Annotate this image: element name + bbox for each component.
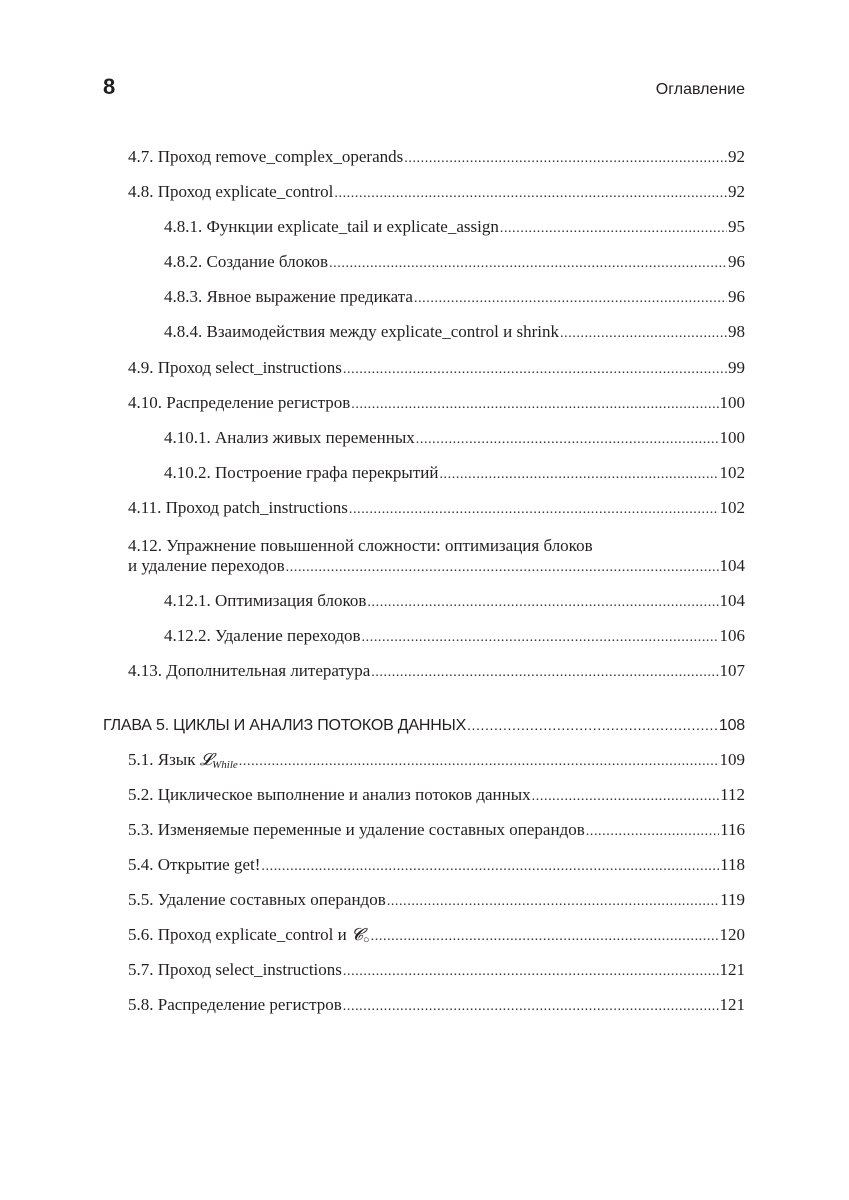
toc-entry-title: 4.8.4. Взаимодействия между explicate_control и shrink (164, 322, 559, 341)
toc-entry-page: 112 (720, 785, 745, 804)
language-symbol: 𝓒 (350, 925, 364, 945)
toc-entry-page: 92 (728, 147, 745, 166)
dot-leader (439, 464, 718, 486)
toc-entry-page: 99 (728, 358, 745, 377)
toc-entry-title: 5.8. Распределение регистров (128, 995, 342, 1014)
toc-entry-page: 119 (720, 890, 745, 909)
dot-leader (261, 856, 719, 878)
toc-entry-title-text: 5.1. Язык (128, 750, 200, 769)
toc-entry-page: 104 (719, 556, 745, 575)
toc-entry-page: 96 (728, 287, 745, 306)
toc-chapter-title: ГЛАВА 5. ЦИКЛЫ И АНАЛИЗ ПОТОКОВ ДАННЫХ (103, 717, 467, 734)
toc-chapter-5 (103, 714, 745, 737)
toc-entry-page: 108 (718, 717, 745, 734)
toc-entry-title (128, 749, 238, 776)
toc-entry-5-2 (128, 784, 745, 808)
dot-leader (404, 148, 727, 170)
toc-entry-4-8-1 (164, 216, 745, 240)
dot-leader (387, 891, 719, 913)
toc-entry-4-10-1 (164, 427, 745, 451)
toc-entry-title: 4.7. Проход remove_complex_operands (128, 147, 404, 166)
toc-entry-title: 4.9. Проход select_instructions (128, 358, 342, 377)
toc-entry-5-5 (128, 889, 745, 913)
toc-entry-4-8 (128, 181, 745, 205)
toc-entry-page: 120 (719, 925, 745, 944)
dot-leader (532, 786, 719, 808)
toc-entry-page: 96 (728, 252, 745, 271)
language-subscript: ○ (363, 934, 370, 946)
toc-entry-5-3 (128, 819, 745, 843)
toc-entry-page: 104 (719, 591, 745, 610)
toc-entry-page: 109 (719, 750, 745, 769)
toc-entry-5-7 (128, 959, 745, 983)
toc-entry-4-13 (128, 660, 745, 684)
toc-entry-page: 121 (719, 995, 745, 1014)
toc-entry-title: 4.8.1. Функции explicate_tail и explicate_assign (164, 217, 499, 236)
toc-entry-5-8 (128, 994, 745, 1018)
dot-leader (286, 557, 719, 579)
dot-leader (329, 253, 727, 275)
toc-entry-4-10 (128, 392, 745, 416)
toc-entry-4-11 (128, 497, 745, 521)
page-number: 8 (103, 74, 116, 99)
running-head: Оглавление (655, 81, 745, 98)
toc-entry-title (128, 924, 370, 951)
toc-entry-4-8-3 (164, 286, 745, 310)
toc-entry-4-8-2 (164, 251, 745, 275)
toc-entry-page: 98 (728, 322, 745, 341)
dot-leader (586, 821, 719, 843)
toc-entry-title-text: 5.6. Проход explicate_control и (128, 925, 351, 944)
toc-entry-title: 5.3. Изменяемые переменные и удаление составных операндов (128, 820, 585, 839)
dot-leader (371, 662, 718, 684)
toc-entry-4-10-2 (164, 462, 745, 486)
dot-leader (349, 499, 719, 521)
dot-leader (351, 394, 718, 416)
toc-entry-title: и удаление переходов (128, 556, 285, 575)
dot-leader (334, 183, 727, 205)
dot-leader (416, 429, 719, 451)
toc-entry-4-7 (128, 146, 745, 170)
toc-entry-title: 4.8. Проход explicate_control (128, 182, 334, 201)
toc-entry-title: 4.10.2. Построение графа перекрытий (164, 463, 439, 482)
dot-leader (239, 751, 719, 773)
toc-entry-page: 102 (719, 498, 745, 517)
toc-entry-title: 4.10. Распределение регистров (128, 393, 351, 412)
toc-entry-title: 4.12.1. Оптимизация блоков (164, 591, 367, 610)
toc-entry-page: 100 (719, 428, 745, 447)
toc-entry-title: 5.2. Циклическое выполнение и анализ потоков данных (128, 785, 531, 804)
toc-entry-page: 102 (719, 463, 745, 482)
dot-leader (343, 961, 719, 983)
toc-entry-page: 116 (720, 820, 745, 839)
toc-entry-4-12 (128, 555, 745, 579)
toc-entry-title: 5.7. Проход select_instructions (128, 960, 342, 979)
language-subscript: While (212, 759, 238, 771)
toc-entry-4-12-title-line1: 4.12. Упражнение повышенной сложности: оптимизация блоков (128, 536, 593, 555)
dot-leader (343, 359, 727, 381)
dot-leader (371, 926, 719, 948)
toc-entry-page: 100 (719, 393, 745, 412)
dot-leader (414, 288, 727, 310)
toc-entry-title: 4.10.1. Анализ живых переменных (164, 428, 415, 447)
toc-entry-page: 118 (720, 855, 745, 874)
toc-entry-page: 106 (719, 626, 745, 645)
toc-entry-title: 4.8.2. Создание блоков (164, 252, 329, 271)
dot-leader (467, 714, 718, 736)
toc-entry-title: 4.12.2. Удаление переходов (164, 626, 361, 645)
dot-leader (560, 323, 727, 345)
language-symbol: 𝓛 (199, 750, 213, 770)
toc-entry-page: 121 (719, 960, 745, 979)
toc-entry-title: 4.13. Дополнительная литература (128, 661, 371, 680)
toc-entry-title: 5.4. Открытие get! (128, 855, 261, 874)
dot-leader (362, 627, 719, 649)
toc-entry-page: 92 (728, 182, 745, 201)
toc-entry-5-4 (128, 854, 745, 878)
toc-entry-page: 95 (728, 217, 745, 236)
toc-entry-title: 4.8.3. Явное выражение предиката (164, 287, 413, 306)
toc-entry-page: 107 (719, 661, 745, 680)
toc-entry-5-6 (128, 924, 745, 951)
dot-leader (343, 996, 719, 1018)
toc-entry-5-1 (128, 749, 745, 776)
toc-entry-4-9 (128, 357, 745, 381)
dot-leader (367, 592, 718, 614)
toc-entry-4-12-1 (164, 590, 745, 614)
toc-entry-4-8-4 (164, 321, 745, 345)
dot-leader (500, 218, 727, 240)
toc-entry-4-12-2 (164, 625, 745, 649)
toc-entry-title: 5.5. Удаление составных операндов (128, 890, 386, 909)
toc-entry-title: 4.11. Проход patch_instructions (128, 498, 348, 517)
